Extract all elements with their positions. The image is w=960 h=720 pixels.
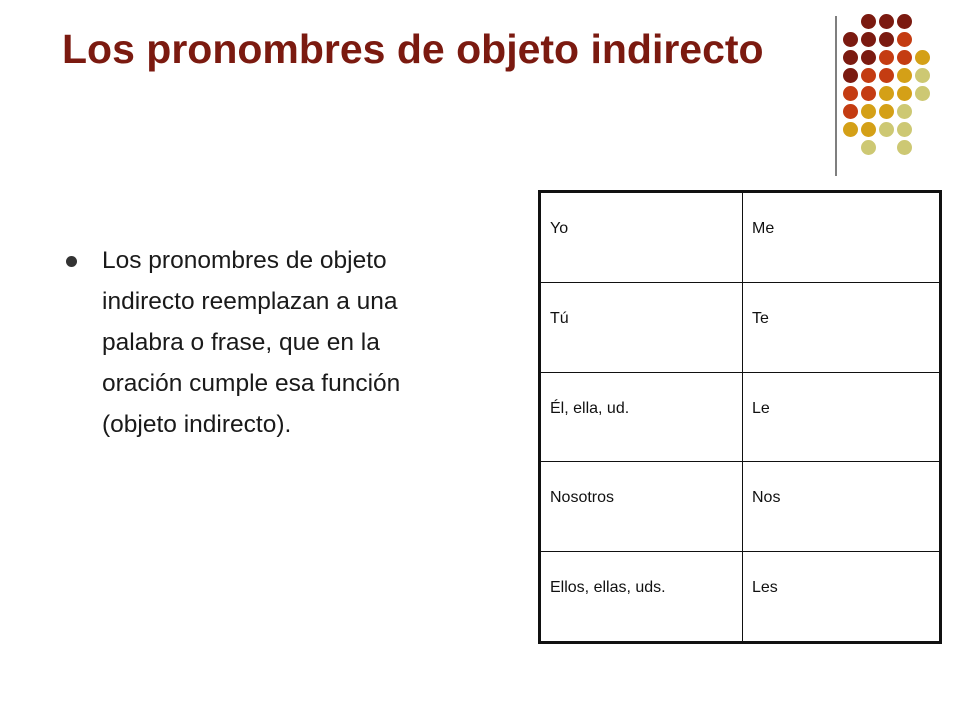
table-row: [540, 282, 941, 372]
table-cell-subject: Nosotros: [540, 462, 743, 552]
decorative-dot: [879, 86, 894, 101]
decorative-dot: [897, 50, 912, 65]
decorative-dot: [861, 14, 876, 29]
decorative-dot: [897, 14, 912, 29]
decorative-dot: [879, 14, 894, 29]
decorative-dot: [843, 86, 858, 101]
decorative-dot: [861, 68, 876, 83]
table-cell-subject: Ellos, ellas, uds.: [540, 552, 743, 643]
table-cell-indirect-object: Te: [743, 282, 941, 372]
decorative-dot: [861, 104, 876, 119]
decorative-dot: [879, 104, 894, 119]
decorative-dot: [861, 140, 876, 155]
decorative-dot: [843, 104, 858, 119]
table-cell-indirect-object: Les: [743, 552, 941, 643]
table-row: [540, 372, 941, 462]
table-row: [540, 192, 941, 283]
decorative-dot: [897, 140, 912, 155]
bullet-list: [66, 240, 426, 445]
decorative-dot: [897, 32, 912, 47]
decorative-dot: [861, 32, 876, 47]
table-row: [540, 462, 941, 552]
decorative-dot: [843, 50, 858, 65]
table-cell-subject: Tú: [540, 282, 743, 372]
decorative-dot: [879, 68, 894, 83]
decorative-dot: [897, 122, 912, 137]
decorative-dot: [843, 122, 858, 137]
decorative-dot: [897, 86, 912, 101]
decorative-dot: [879, 50, 894, 65]
table-cell-indirect-object: Le: [743, 372, 941, 462]
decorative-dot: [843, 68, 858, 83]
table-cell-subject: Yo: [540, 192, 743, 283]
decorative-dot: [915, 68, 930, 83]
bullet-text: Los pronombres de objeto indirecto reemplazan a una palabra o frase, que en la oración cumple esa función (objeto indirecto).: [102, 247, 401, 438]
decorative-dot-grid: [0, 0, 960, 200]
pronoun-table: [538, 190, 942, 644]
decorative-dot: [915, 50, 930, 65]
decorative-dot: [861, 86, 876, 101]
decorative-dot: [879, 32, 894, 47]
table-cell-indirect-object: Nos: [743, 462, 941, 552]
decorative-dot: [915, 86, 930, 101]
table-cell-indirect-object: Me: [743, 192, 941, 283]
decorative-dot: [897, 68, 912, 83]
decorative-dot: [897, 104, 912, 119]
table-row: [540, 552, 941, 643]
decorative-dot: [861, 50, 876, 65]
slide-title: Los pronombres de objeto indirecto: [62, 26, 764, 72]
decorative-dot: [861, 122, 876, 137]
decorative-dot: [843, 32, 858, 47]
table-cell-subject: Él, ella, ud.: [540, 372, 743, 462]
bullet-marker: [66, 256, 77, 267]
decorative-dot: [879, 122, 894, 137]
